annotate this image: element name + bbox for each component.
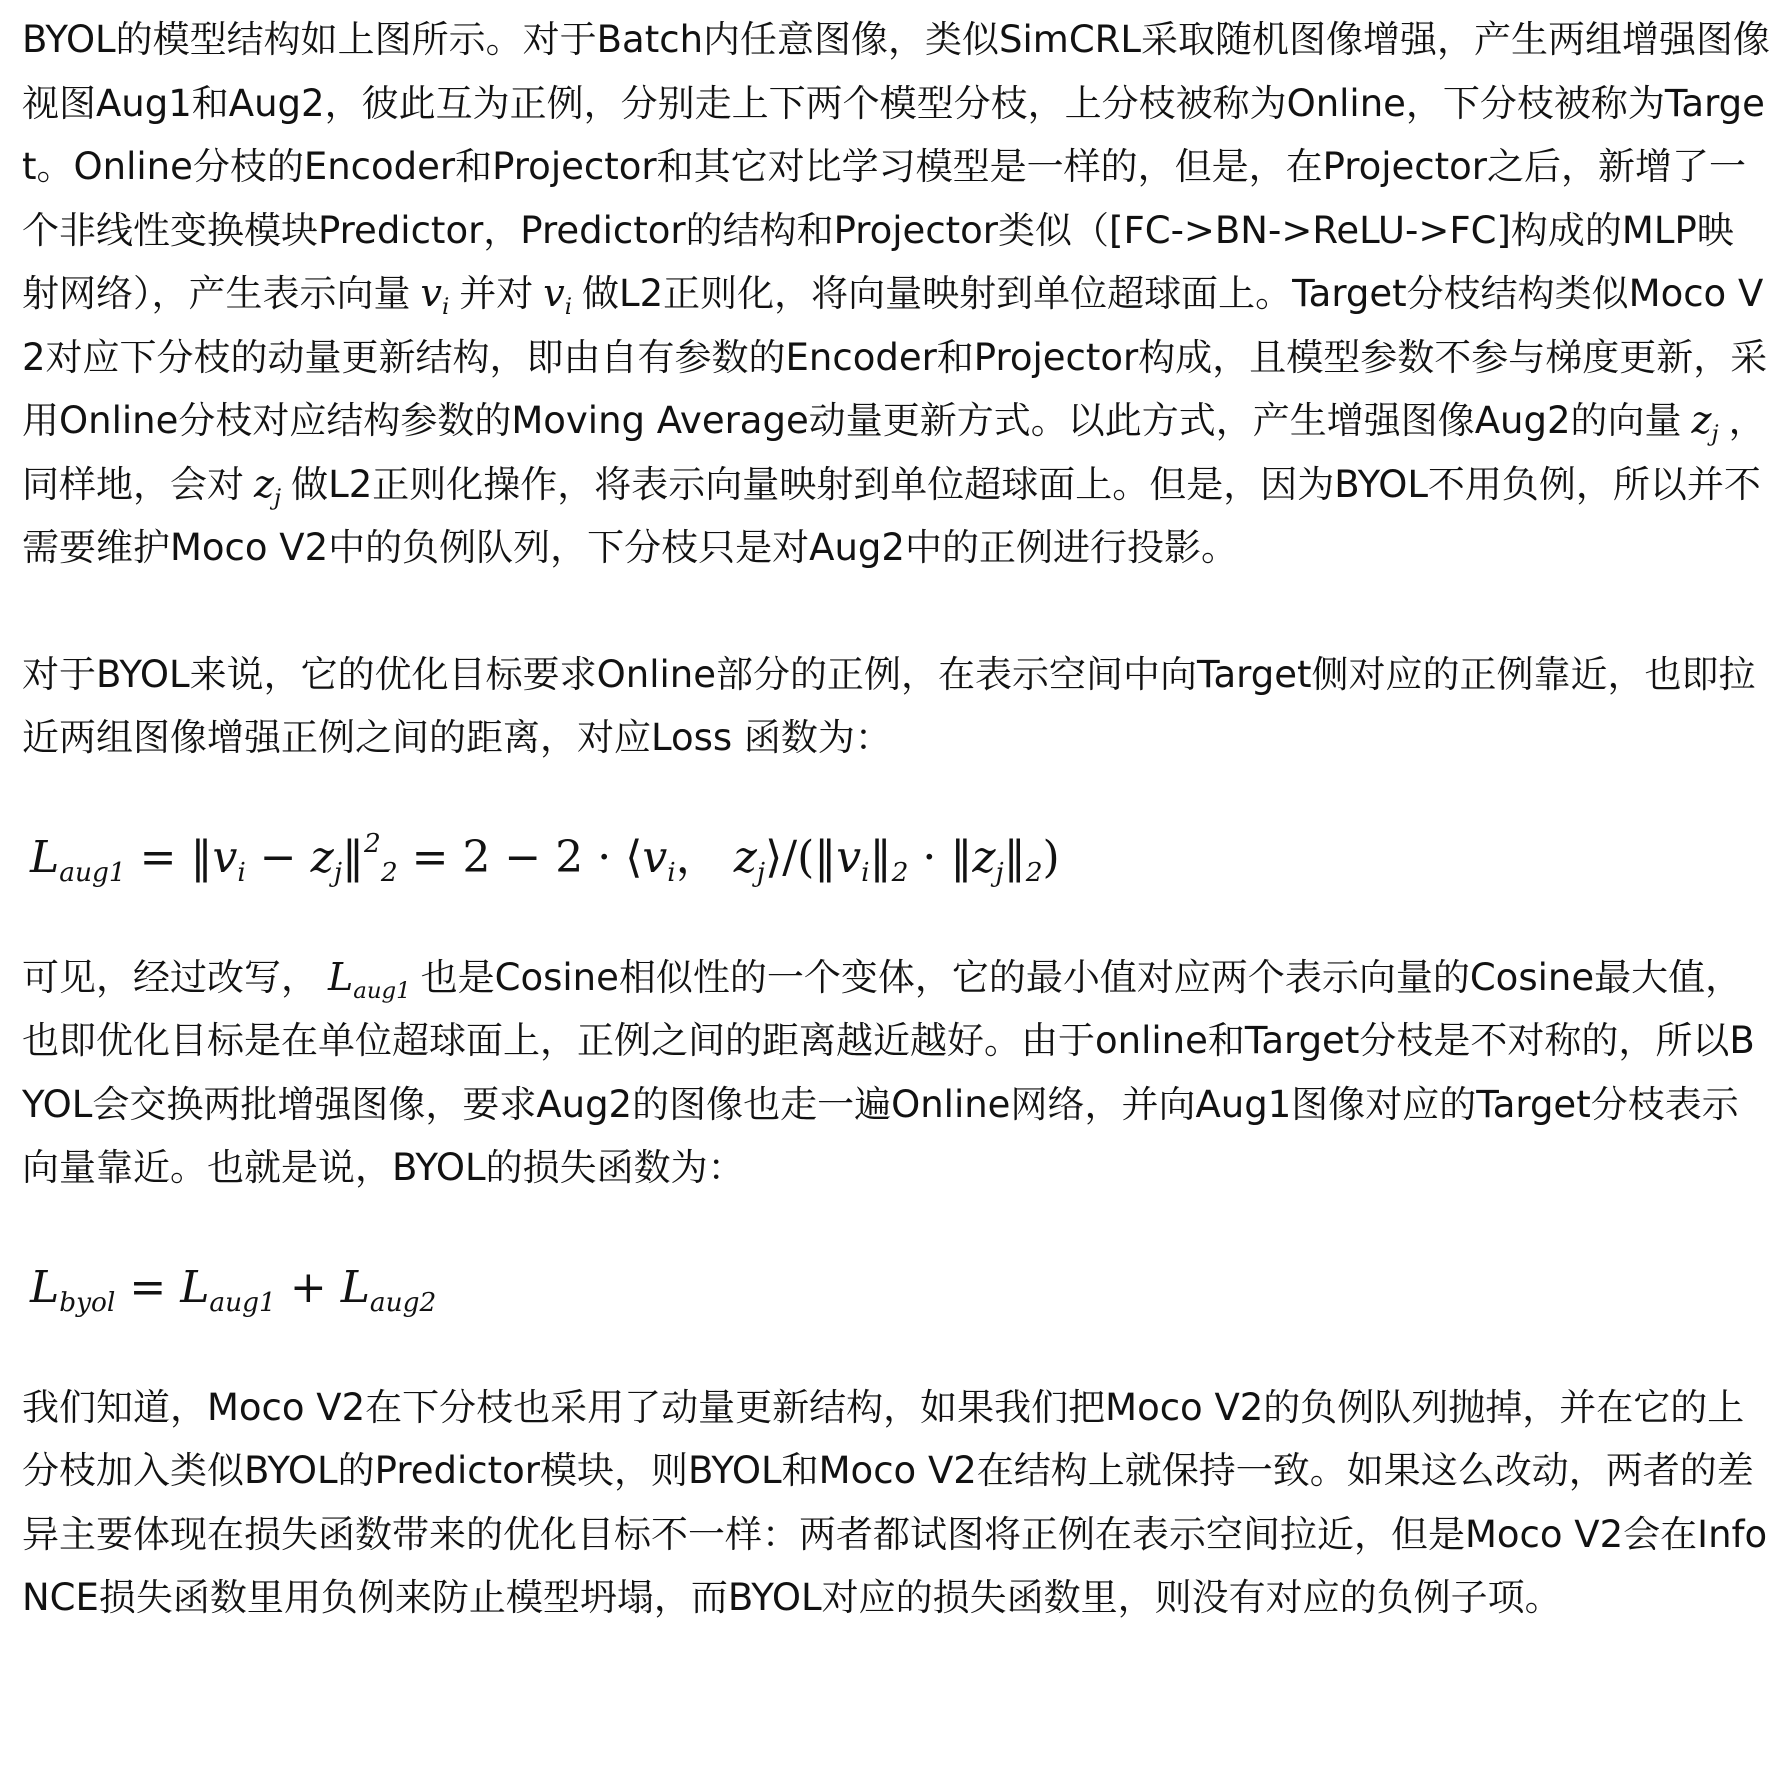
math-vi: $v_i$ bbox=[420, 271, 450, 320]
text-segment: 做L2正则化操作，将表示向量映射到单位超球面上。但是，因为BYOL不用负例，所以并不需要维护Moco V2中的负例队列，下分枝只是对Aug2中的正例进行投影。 bbox=[22, 462, 1761, 569]
formula-l-byol: $L_{byol} = L_{aug1} + L_{aug2}$ bbox=[30, 1261, 437, 1318]
math-zj: $z_j$ bbox=[1691, 398, 1719, 447]
paragraph-moco-comparison: 我们知道，Moco V2在下分枝也采用了动量更新结构，如果我们把Moco V2的负例队列抛掉，并在它的上分枝加入类似BYOL的Predictor模块，则BYOL和Moco V2在结构上就保持一致。如果这么改动，两者的差异主要体现在损失函数带来的优化目标不一样：两者都试图将正例在表示空间拉近，但是Moco V2会在InfoNCE损失函数里用负例来防止模型坍塌，而BYOL对应的损失函数里，则没有对应的负例子项。 bbox=[22, 1385, 1768, 1619]
paragraph-gap bbox=[22, 770, 1770, 822]
text-segment: BYOL的模型结构如上图所示。对于Batch内任意图像，类似SimCRL采取随机图像增强，产生两组增强图像视图Aug1和Aug2，彼此互为正例，分别走上下两个模型分枝，上分枝被称为Online，下分枝被称为Target。Online分枝的Encoder和Projector和其它对比学习模型是一样的，但是，在Projector之后，新增了一个非线性变换模块Predictor，Predictor的结构和Projector类似（[FC->BN->ReLU->FC]构成的MLP映射网络），产生表示向量 bbox=[22, 18, 1770, 315]
text-segment: 也是Cosine相似性的一个变体，它的最小值对应两个表示向量的Cosine最大值，也即优化目标是在单位超球面上，正例之间的距离越近越好。由于online和Target分枝是不对称的，所以BYOL会交换两批增强图像，要求Aug2的图像也走一遍Online网络，并向Aug1图像对应的Target分枝表示向量靠近。也就是说，BYOL的损失函数为： bbox=[22, 955, 1755, 1189]
paragraph-cosine-variant bbox=[22, 946, 1770, 1200]
text-segment: 做L2正则化，将向量映射到单位超球面上。Target分枝结构类似Moco V2对应下分枝的动量更新结构，即由自有参数的Encoder和Projector构成，且模型参数不参与梯度更新，采用Online分枝对应结构参数的Moving Average动量更新方式。以此方式，产生增强图像Aug2的向量 bbox=[22, 272, 1768, 442]
text-segment: 并对 bbox=[459, 272, 534, 315]
paragraph-gap bbox=[22, 1324, 1770, 1376]
paragraph-gap bbox=[22, 894, 1770, 946]
paragraph-gap bbox=[22, 1200, 1770, 1252]
paragraph-model-structure bbox=[22, 8, 1770, 580]
text-segment: ，同样地，会对 bbox=[22, 399, 1766, 506]
math-zj: $z_j$ bbox=[254, 461, 282, 511]
math-l-aug1: $L_{aug1}$ bbox=[328, 954, 411, 1004]
text-segment: 可见，经过改写， bbox=[22, 955, 318, 999]
paragraph-gap bbox=[22, 580, 1770, 643]
formula-l-aug1: $L_{aug1}$ = $‖v_i$ − $z_j‖^2_2 = 2 - 2$ · $⟨v_i$， $z_j⟩/(‖v_i‖_2$ · $‖z_j‖_2$) bbox=[30, 827, 1060, 888]
paragraph-optimization-goal: 对于BYOL来说，它的优化目标要求Online部分的正例，在表示空间中向Target侧对应的正例靠近，也即拉近两组图像增强正例之间的距离，对应Loss 函数为： bbox=[22, 652, 1756, 759]
math-vi: $v_i$ bbox=[543, 271, 573, 320]
